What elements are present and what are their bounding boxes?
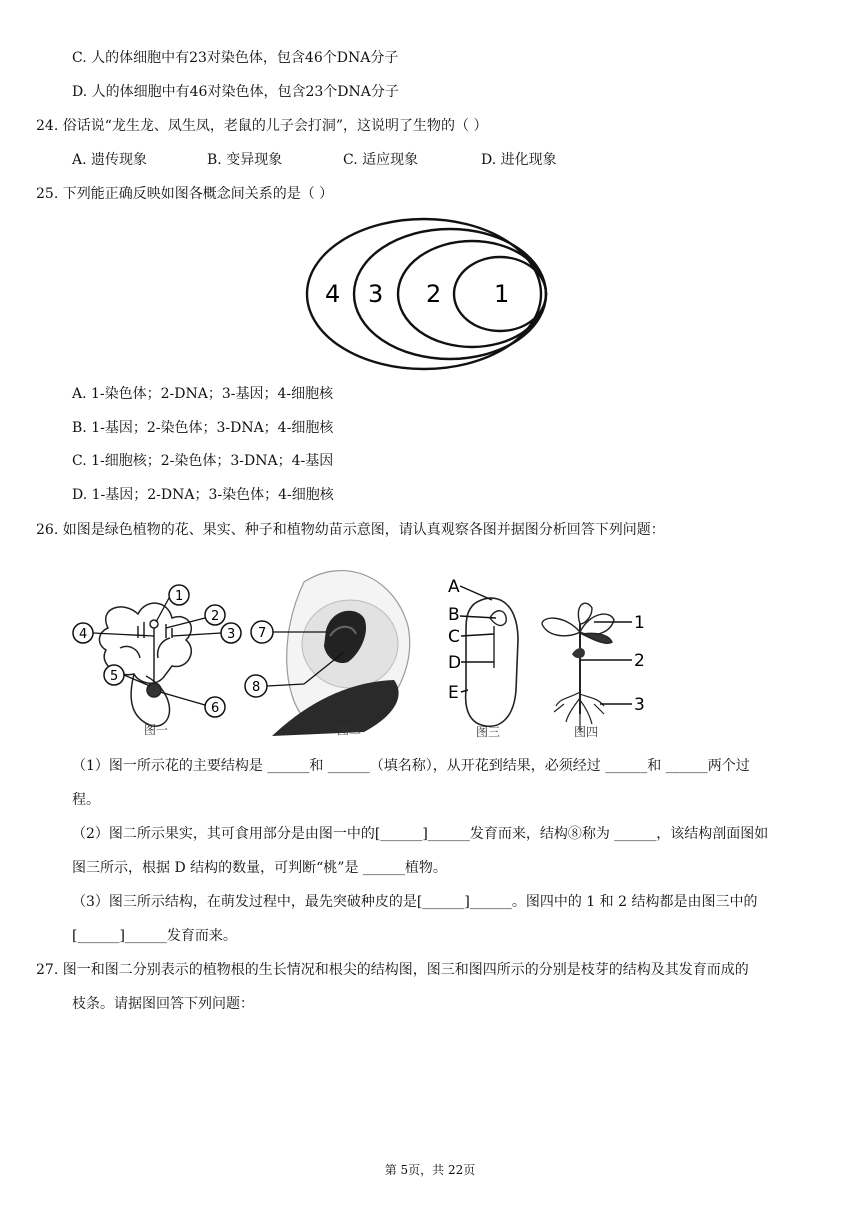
fig3-label-a: A — [448, 577, 460, 597]
q25-option-d: D. 1-基因；2-DNA；3-染色体；4-细胞核 — [72, 487, 334, 503]
fig4-label-1: 1 — [634, 613, 645, 633]
q26-sub3-line1: （3）图三所示结构，在萌发过程中，最先突破种皮的是[______]______。图四中的 1 和 2 结构都是由图三中的 — [72, 894, 758, 910]
fig1-caption: 图一 — [144, 723, 169, 737]
fig1-label-2: 2 — [211, 609, 220, 624]
fig3-caption: 图三 — [476, 725, 501, 739]
q25-option-b: B. 1-基因；2-染色体；3-DNA；4-细胞核 — [72, 420, 334, 436]
fig1-label-3: 3 — [227, 627, 236, 642]
q26-sub1-line1: （1）图一所示花的主要结构是 ______和 ______（填名称），从开花到结果，必须经过 ______和 ______两个过 — [72, 758, 750, 774]
ellipse-label-3: 3 — [368, 280, 384, 308]
q26-sub2-line1: （2）图二所示果实，其可食用部分是由图一中的[______]______发育而来，结构⑧称为 ______，该结构剖面图如 — [72, 826, 769, 842]
fig1-label-6: 6 — [211, 701, 220, 716]
figure-4-seedling — [534, 594, 664, 740]
q24-option-d: D. 进化现象 — [481, 152, 557, 168]
q24-option-a: A. 遗传现象 — [72, 152, 148, 168]
q26-sub3-line2: [______]______发育而来。 — [72, 928, 237, 944]
fig1-label-4: 4 — [79, 627, 88, 642]
fig3-label-d: D — [448, 653, 462, 673]
q24-option-c: C. 适应现象 — [343, 152, 419, 168]
ellipse-label-1: 1 — [494, 280, 510, 308]
ellipse-label-4: 4 — [325, 280, 341, 308]
fig3-label-b: B — [448, 605, 460, 625]
fig2-caption: 图二 — [337, 723, 362, 737]
q26-sub2-line2: 图三所示，根据 D 结构的数量，可判断“桃”是 ______植物。 — [72, 860, 447, 876]
q24-option-b: B. 变异现象 — [207, 152, 283, 168]
q25-option-c: C. 1-细胞核；2-染色体；3-DNA；4-基因 — [72, 453, 334, 469]
q26-sub1-line2: 程。 — [72, 792, 100, 808]
q24-stem: 24. 俗话说“龙生龙、凤生凤，老鼠的儿子会打洞”，这说明了生物的（ ） — [36, 118, 488, 134]
figure-3-seed — [444, 570, 534, 740]
q25-stem: 25. 下列能正确反映如图各概念间关系的是（ ） — [36, 186, 334, 202]
fig1-label-1: 1 — [175, 589, 184, 604]
fig4-label-2: 2 — [634, 651, 645, 671]
fig2-label-7: 7 — [258, 626, 267, 641]
q23-option-d: D. 人的体细胞中有46对染色体，包含23个DNA分子 — [72, 84, 399, 100]
q23-option-c: C. 人的体细胞中有23对染色体，包含46个DNA分子 — [72, 50, 399, 66]
ellipse-label-2: 2 — [426, 280, 442, 308]
q27-stem-line1: 27. 图一和图二分别表示的植物根的生长情况和根尖的结构图，图三和图四所示的分别是枝芽的结构及其发育而成的 — [36, 962, 749, 978]
figure-1-flower — [68, 578, 248, 738]
fig1-label-5: 5 — [110, 669, 119, 684]
nested-ellipses-figure — [300, 210, 560, 376]
page-footer: 第 5页，共 22页 — [384, 1163, 476, 1177]
fig4-label-3: 3 — [634, 695, 645, 715]
figure-2-fruit — [244, 556, 429, 740]
fig2-label-8: 8 — [252, 680, 261, 695]
q26-stem: 26. 如图是绿色植物的花、果实、种子和植物幼苗示意图，请认真观察各图并据图分析回答下列问题： — [36, 522, 665, 538]
q25-option-a: A. 1-染色体；2-DNA；3-基因；4-细胞核 — [72, 386, 334, 402]
fig4-caption: 图四 — [574, 725, 599, 739]
fig3-label-c: C — [448, 627, 460, 647]
fig3-label-e: E — [448, 683, 459, 703]
q27-stem-line2: 枝条。请据图回答下列问题： — [72, 996, 254, 1012]
ellipse-2 — [398, 241, 546, 347]
